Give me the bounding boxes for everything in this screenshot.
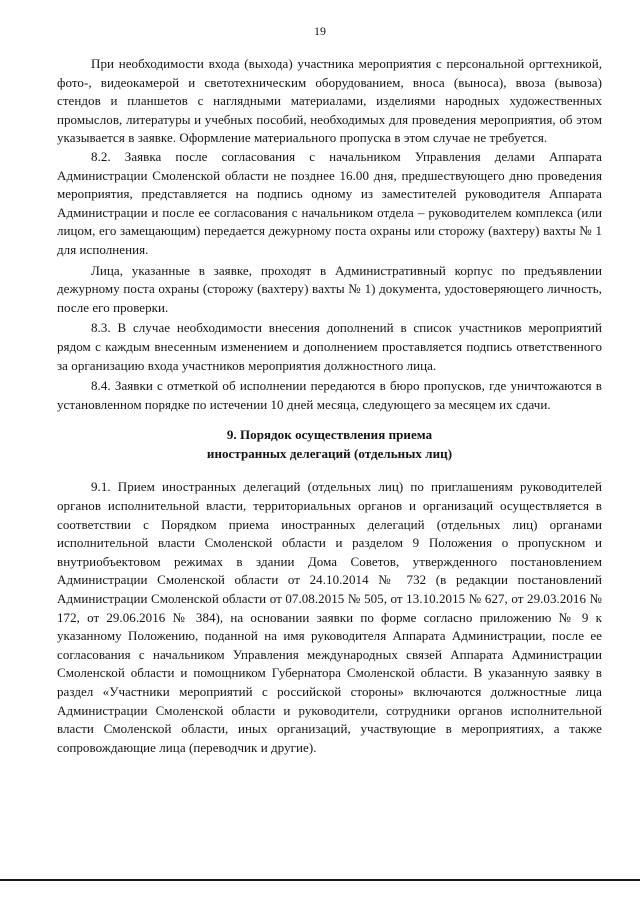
paragraph-persons-entry: Лица, указанные в заявке, проходят в Административный корпус по предъявлении дежурному поста охраны (сторожу (вахтеру) вахты № 1) документа, удостоверяющего личность, после его проверки. bbox=[57, 262, 602, 315]
paragraph-8-2: 8.2. Заявка после согласования с начальником Управления делами Аппарата Администрации Смоленской области не позднее 16.00 дня, предшествующего дню проведения мероприятия, представляется на подпись одному из заместителей руководителя Аппарата Администрации и после ее согласования с начальником отдела – руководителем комплекса (или лицом, его замещающим) передается дежурному поста охраны или сторожу (вахтеру) вахты № 1 для исполнения. bbox=[57, 148, 602, 257]
section-heading bbox=[57, 426, 602, 463]
paragraph-8-4: 8.4. Заявки с отметкой об исполнении передаются в бюро пропусков, где уничтожаются в установленном порядке по истечении 10 дней месяца, следующего за месяцем их сдачи. bbox=[57, 378, 602, 412]
paragraph-8-3: 8.3. В случае необходимости внесения дополнений в список участников мероприятий рядом с каждым внесенным изменением и дополнением проставляется подпись ответственного за организацию входа участников мероприятия должностного лица. bbox=[57, 320, 602, 373]
page-number: 19 bbox=[314, 24, 326, 38]
paragraph-material-pass: При необходимости входа (выхода) участника мероприятия с персональной оргтехникой, фото-, видеокамерой и светотехническим оборудованием, вноса (выноса), ввоза (вывоза) стендов и планшетов с наглядными материалами, изделиями народных художественных промыслов, литературы и учебных пособий, необходимых для проведения мероприятия, об этом указывается в заявке. Оформление материального пропуска в этом случае не требуется. bbox=[57, 56, 602, 146]
section-heading-line-1: 9. Порядок осуществления приема bbox=[226, 427, 433, 443]
document-body bbox=[57, 55, 602, 757]
paragraph-9-1: 9.1. Прием иностранных делегаций (отдельных лиц) по приглашениям руководителей органов исполнительной власти, территориальных органов и организаций осуществляется в соответствии с Порядком приема иностранных делегаций (отдельных лиц) органами исполнительной власти Смоленской области и разделом 9 Положения о пропускном и внутриобъектовом режимах в здании Дома Советов, утвержденного постановлением Администрации Смоленской области от 24.10.2014 № 732 (в редакции постановлений Администрации Смоленской области от 07.08.2015 № 505, от 13.10.2015 № 627, от 29.03.2016 № 172, от 29.06.2016 № 384), на основании заявки по форме согласно приложению № 9 к указанному Положению, поданной на имя руководителя Аппарата Администрации, после ее согласования с начальником Управления международных связей Аппарата Администрации Смоленской области и помощником Губернатора Смоленской области. В указанную заявку в раздел «Участники мероприятий с российской стороны» включаются должностные лица Администрации Смоленской области и руководители, сотрудники органов исполнительной власти Смоленской области, иных организаций, участвующие в мероприятиях, а также сопровождающие лица (переводчик и другие). bbox=[57, 479, 602, 755]
section-heading-line-2: иностранных делегаций (отдельных лиц) bbox=[206, 445, 453, 461]
footer-rule bbox=[0, 879, 640, 881]
